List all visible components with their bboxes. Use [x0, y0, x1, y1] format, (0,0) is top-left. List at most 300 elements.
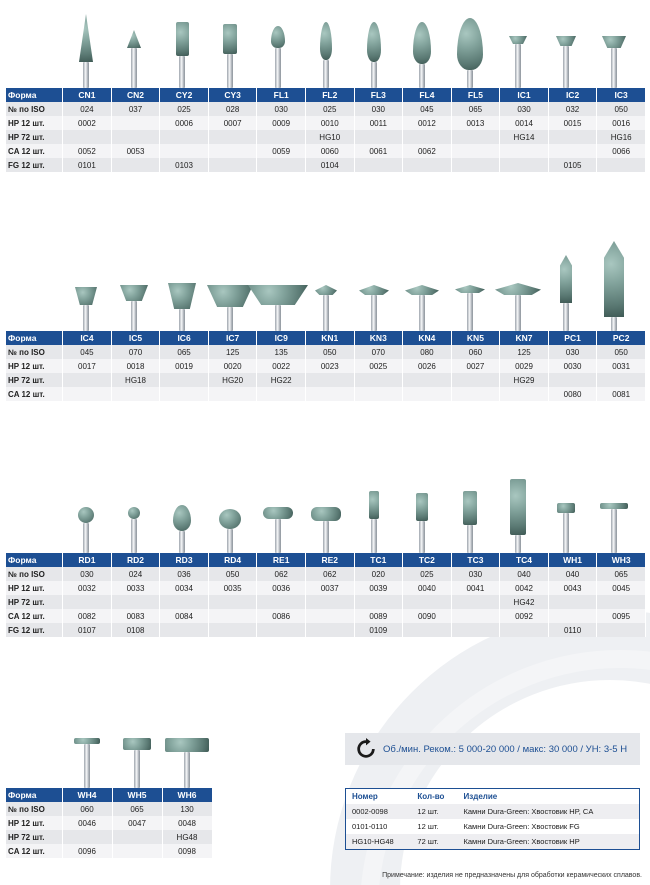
table-cell	[63, 595, 112, 609]
legend-header-item: Изделие	[463, 792, 498, 801]
table-cell: 060	[451, 345, 500, 359]
grinding-stone-head	[602, 36, 626, 48]
legend-table	[345, 788, 640, 850]
tool-shaft	[611, 509, 617, 553]
table-cell: 135	[257, 345, 306, 359]
table-cell	[597, 373, 646, 387]
legend-cell: 12 шт.	[411, 819, 457, 834]
table-cell: 030	[500, 102, 549, 116]
grinding-stone-head	[173, 505, 191, 531]
grinding-stone-head	[128, 507, 140, 519]
table-cell: 050	[305, 345, 354, 359]
table-cell	[160, 595, 209, 609]
table-cell	[63, 130, 112, 144]
grinding-stone-head	[416, 493, 428, 521]
tool-shaft	[131, 301, 137, 331]
table-cell: 0040	[403, 581, 452, 595]
table-cell	[112, 830, 162, 844]
tool-images-row	[6, 251, 646, 331]
table-cell	[451, 595, 500, 609]
table-cell	[208, 130, 257, 144]
table-cell: 065	[597, 567, 646, 581]
tool-shaft	[179, 309, 185, 331]
table-cell: 0029	[500, 359, 549, 373]
grinding-stone-head	[127, 30, 141, 48]
speed-text: Об./мин. Реком.: 5 000-20 000 / макс: 30 000 / УН: 3-5 Н	[383, 743, 628, 755]
table-cell: 070	[111, 345, 160, 359]
tool-shaft	[563, 513, 569, 553]
table-cell: 065	[451, 102, 500, 116]
grinding-stone-head	[123, 738, 151, 750]
legend-cell: Камни Dura-Green: Хвостовик HP	[458, 834, 639, 849]
shape-code-header: IC7	[208, 331, 257, 345]
grinding-stone-head	[168, 283, 196, 309]
table-row	[6, 844, 212, 858]
shape-code-header: CY2	[160, 88, 209, 102]
table-cell	[208, 595, 257, 609]
legend-cell: HG10-HG48	[346, 834, 411, 849]
grinding-stone-head	[311, 507, 341, 521]
table-cell	[305, 623, 354, 637]
grinding-stone-head	[78, 507, 94, 523]
table-cell	[63, 373, 112, 387]
table-cell: 065	[160, 345, 209, 359]
tool-fl2-icon	[320, 22, 332, 88]
table-cell: 024	[63, 102, 112, 116]
tool-fl4-icon	[413, 22, 431, 88]
table-cell	[160, 130, 209, 144]
table-cell: 0098	[162, 844, 212, 858]
tool-ic3-icon	[602, 36, 626, 88]
table-cell: 0046	[62, 816, 112, 830]
table-cell: 0034	[160, 581, 209, 595]
table-cell: HG14	[500, 130, 549, 144]
shape-code-header: RD4	[208, 553, 257, 567]
grinding-stone-head	[207, 285, 253, 307]
table-cell	[597, 595, 646, 609]
table-cell: 130	[162, 802, 212, 816]
table-cell: 030	[548, 345, 597, 359]
table-cell	[451, 144, 500, 158]
table-cell: 0082	[63, 609, 112, 623]
table-cell	[63, 387, 112, 401]
tool-shaft	[275, 305, 281, 331]
table-cell	[208, 387, 257, 401]
table-cell	[111, 116, 160, 130]
tool-fl1-icon	[271, 26, 285, 88]
shape-code-header: RE2	[305, 553, 354, 567]
tool-shaft	[323, 295, 329, 331]
tool-shaft	[419, 64, 425, 88]
table-cell	[354, 158, 403, 172]
table-cell: HG29	[500, 373, 549, 387]
tool-ic5-icon	[120, 285, 148, 331]
row-label: № по ISO	[6, 802, 62, 816]
table-cell: 0109	[354, 623, 403, 637]
table-cell	[62, 830, 112, 844]
table-cell	[354, 387, 403, 401]
row-label: HP 12 шт.	[6, 816, 62, 830]
row-label: CA 12 шт.	[6, 144, 63, 158]
tool-shaft	[179, 531, 185, 553]
table-cell	[548, 373, 597, 387]
table-cell	[548, 595, 597, 609]
table-cell: 0017	[63, 359, 112, 373]
grinding-stone-head	[457, 18, 483, 70]
table-cell: 0041	[451, 581, 500, 595]
legend-row	[346, 834, 639, 849]
tool-pc1-icon	[560, 255, 572, 331]
grinding-stone-head	[600, 503, 628, 509]
table-cell: 028	[208, 102, 257, 116]
table-cell: 0090	[403, 609, 452, 623]
tool-shaft	[83, 523, 89, 553]
table-cell	[500, 144, 549, 158]
grinding-stone-head	[509, 36, 527, 44]
table-cell: 0096	[62, 844, 112, 858]
tool-shaft	[515, 44, 521, 88]
tool-shaft	[323, 521, 329, 553]
tool-fl5-icon	[457, 18, 483, 88]
table-cell	[160, 373, 209, 387]
legend-row	[346, 819, 639, 834]
table-cell: 0059	[257, 144, 306, 158]
table-cell: 0016	[597, 116, 646, 130]
shape-code-header: WH1	[548, 553, 597, 567]
table-cell: 0048	[162, 816, 212, 830]
tool-shaft	[467, 525, 473, 553]
table-cell: 0047	[112, 816, 162, 830]
table-cell: 0036	[257, 581, 306, 595]
table-cell: 0009	[257, 116, 306, 130]
table-cell	[112, 844, 162, 858]
table-cell	[451, 373, 500, 387]
table-cell: 0032	[63, 581, 112, 595]
tool-ic6-icon	[168, 283, 196, 331]
table-cell: 0060	[305, 144, 354, 158]
table-cell: 0095	[597, 609, 646, 623]
shape-code-header: IC2	[548, 88, 597, 102]
shape-code-header: WH4	[62, 788, 112, 802]
table-cell: 030	[354, 102, 403, 116]
tool-shaft	[184, 752, 190, 788]
tool-cn1-icon	[79, 14, 93, 88]
table-cell	[451, 387, 500, 401]
table-cell	[500, 158, 549, 172]
table-cell: 0026	[403, 359, 452, 373]
table-cell	[548, 144, 597, 158]
shape-code-header: FL3	[354, 88, 403, 102]
table-cell: 080	[403, 345, 452, 359]
table-cell: 040	[548, 567, 597, 581]
table-cell	[257, 623, 306, 637]
shape-code-header: TC1	[354, 553, 403, 567]
row-label: № по ISO	[6, 345, 63, 359]
table-cell: HG20	[208, 373, 257, 387]
tool-shaft	[611, 317, 617, 331]
tool-shaft	[515, 295, 521, 331]
table-cell: 0037	[305, 581, 354, 595]
grinding-stone-head	[359, 285, 389, 295]
table-row	[6, 816, 212, 830]
table-row	[6, 830, 212, 844]
grinding-stone-head	[556, 36, 576, 46]
table-cell: 0007	[208, 116, 257, 130]
shape-code-header: KN4	[403, 331, 452, 345]
table-cell: 025	[160, 102, 209, 116]
product-block-4	[6, 708, 213, 858]
product-block-2	[6, 251, 646, 401]
table-cell: 0020	[208, 359, 257, 373]
tool-shaft	[84, 744, 90, 788]
row-label: HP 72 шт.	[6, 373, 63, 387]
shape-code-header: IC1	[500, 88, 549, 102]
row-label: FG 12 шт.	[6, 158, 63, 172]
shape-code-header: IC5	[111, 331, 160, 345]
table-cell	[208, 144, 257, 158]
table-cell: 030	[257, 102, 306, 116]
table-cell: 030	[63, 567, 112, 581]
table-row	[6, 158, 646, 172]
table-cell: 0081	[597, 387, 646, 401]
grinding-stone-head	[74, 738, 100, 744]
legend-cell: Камни Dura-Green: Хвостовик FG	[458, 819, 639, 834]
table-cell: 037	[111, 102, 160, 116]
tool-ic1-icon	[509, 36, 527, 88]
table-cell: 0011	[354, 116, 403, 130]
product-block-1	[6, 8, 646, 172]
table-row	[6, 373, 646, 387]
table-cell: HG10	[305, 130, 354, 144]
shape-code-header: CN1	[63, 88, 112, 102]
tool-kn5-icon	[455, 285, 485, 331]
table-cell: 0066	[597, 144, 646, 158]
tool-ic4-icon	[75, 287, 97, 331]
tool-images-row	[6, 708, 213, 788]
legend-cell: Камни Dura-Green: Хвостовик HP, CA	[458, 804, 639, 819]
row-label-form: Форма	[6, 788, 62, 802]
grinding-stone-head	[510, 479, 526, 535]
row-label-form: Форма	[6, 331, 63, 345]
tool-wh4-icon	[74, 738, 100, 788]
tool-tc2-icon	[416, 493, 428, 553]
table-cell	[548, 130, 597, 144]
tool-shaft	[371, 519, 377, 553]
table-row	[6, 102, 646, 116]
tool-shaft	[227, 529, 233, 553]
row-label: HP 72 шт.	[6, 830, 62, 844]
table-cell	[403, 158, 452, 172]
shape-code-header: WH5	[112, 788, 162, 802]
table-cell: 062	[257, 567, 306, 581]
shape-code-header: IC9	[257, 331, 306, 345]
table-cell: 0083	[111, 609, 160, 623]
grinding-stone-head	[75, 287, 97, 305]
table-row	[6, 581, 646, 595]
tool-shaft	[467, 70, 473, 88]
tool-shaft	[563, 303, 569, 331]
table-cell: 050	[597, 345, 646, 359]
tool-cn2-icon	[127, 30, 141, 88]
tool-shaft	[227, 54, 233, 88]
table-cell: 0084	[160, 609, 209, 623]
tool-wh5-icon	[123, 738, 151, 788]
legend-cell: 72 шт.	[411, 834, 457, 849]
legend-row	[346, 804, 639, 819]
shape-code-header: IC4	[63, 331, 112, 345]
table-cell: 0101	[63, 158, 112, 172]
shape-code-header: FL2	[305, 88, 354, 102]
shape-code-header: PC1	[548, 331, 597, 345]
shape-code-header: IC3	[597, 88, 646, 102]
table-row	[6, 144, 646, 158]
shape-code-header: TC4	[500, 553, 549, 567]
tool-tc3-icon	[463, 491, 477, 553]
grinding-stone-head	[560, 255, 572, 303]
grinding-stone-head	[604, 241, 624, 317]
table-cell: 065	[112, 802, 162, 816]
table-cell: 050	[208, 567, 257, 581]
grinding-stone-head	[320, 22, 332, 60]
tool-cy3-icon	[223, 24, 237, 88]
row-label: HP 12 шт.	[6, 359, 63, 373]
table-cell: 020	[354, 567, 403, 581]
table-row	[6, 567, 646, 581]
table-header-row	[6, 788, 212, 802]
table-cell	[160, 623, 209, 637]
table-cell: 0103	[160, 158, 209, 172]
tool-images-row	[6, 8, 646, 88]
table-cell: HG48	[162, 830, 212, 844]
shape-code-header: KN5	[451, 331, 500, 345]
table-cell: 045	[63, 345, 112, 359]
product-block-3	[6, 473, 646, 637]
row-label-form: Форма	[6, 553, 63, 567]
table-cell: 0042	[500, 581, 549, 595]
table-cell: 0039	[354, 581, 403, 595]
table-cell: 040	[500, 567, 549, 581]
shape-code-header: FL5	[451, 88, 500, 102]
grinding-stone-head	[263, 507, 293, 519]
shape-code-header: IC6	[160, 331, 209, 345]
table-cell	[451, 158, 500, 172]
table-cell: 0015	[548, 116, 597, 130]
table-cell: 030	[451, 567, 500, 581]
shape-code-header: FL4	[403, 88, 452, 102]
tool-re1-icon	[263, 507, 293, 553]
row-label: № по ISO	[6, 102, 63, 116]
table-cell	[160, 144, 209, 158]
table-cell: 0033	[111, 581, 160, 595]
shape-code-header: KN1	[305, 331, 354, 345]
shape-code-header: RD3	[160, 553, 209, 567]
tool-shaft	[323, 60, 329, 88]
table-row	[6, 116, 646, 130]
legend-cell: 12 шт.	[411, 804, 457, 819]
grinding-stone-head	[120, 285, 148, 301]
table-cell	[500, 623, 549, 637]
table-cell	[305, 373, 354, 387]
table-cell	[305, 387, 354, 401]
shape-code-header: RD1	[63, 553, 112, 567]
shape-code-header: RD2	[111, 553, 160, 567]
tool-shaft	[179, 56, 185, 88]
grinding-stone-head	[455, 285, 485, 293]
table-cell: 0105	[548, 158, 597, 172]
table-cell: 125	[500, 345, 549, 359]
tool-shaft	[515, 535, 521, 553]
shape-code-header: FL1	[257, 88, 306, 102]
table-cell	[257, 387, 306, 401]
table-cell: HG22	[257, 373, 306, 387]
table-cell: 0025	[354, 359, 403, 373]
grinding-stone-head	[367, 22, 381, 62]
table-cell: 032	[548, 102, 597, 116]
table-cell: 0107	[63, 623, 112, 637]
table-header-row	[6, 331, 646, 345]
legend-header-qty: Кол-во	[417, 792, 445, 801]
shape-code-header: WH6	[162, 788, 212, 802]
table-row	[6, 387, 646, 401]
table-row	[6, 623, 646, 637]
table-cell: 0006	[160, 116, 209, 130]
row-label: CA 12 шт.	[6, 609, 63, 623]
grinding-stone-head	[219, 509, 241, 529]
grinding-stone-head	[271, 26, 285, 48]
table-cell: 024	[111, 567, 160, 581]
tool-ic9-icon	[248, 285, 308, 331]
grinding-stone-head	[405, 285, 439, 295]
shape-code-header: TC2	[403, 553, 452, 567]
spec-table-3	[6, 553, 646, 637]
tool-kn1-icon	[315, 285, 337, 331]
tool-shaft	[227, 307, 233, 331]
tool-ic7-icon	[207, 285, 253, 331]
tool-shaft	[83, 62, 89, 88]
rotation-icon	[355, 738, 377, 760]
table-cell: 0019	[160, 359, 209, 373]
table-cell	[257, 158, 306, 172]
table-cell	[354, 373, 403, 387]
row-label: CA 12 шт.	[6, 844, 62, 858]
tool-pc2-icon	[604, 241, 624, 331]
shape-code-header: KN3	[354, 331, 403, 345]
grinding-stone-head	[369, 491, 379, 519]
tool-tc1-icon	[369, 491, 379, 553]
tool-shaft	[131, 48, 137, 88]
table-cell	[403, 623, 452, 637]
tool-rd1-icon	[78, 507, 94, 553]
table-cell: 0031	[597, 359, 646, 373]
table-header-row	[6, 553, 646, 567]
table-cell	[111, 130, 160, 144]
tool-shaft	[275, 519, 281, 553]
shape-code-header: CN2	[111, 88, 160, 102]
table-cell	[160, 387, 209, 401]
table-row	[6, 595, 646, 609]
legend-header-number: Номер	[352, 792, 378, 801]
table-cell	[597, 158, 646, 172]
table-cell	[257, 130, 306, 144]
grinding-stone-head	[79, 14, 93, 62]
tool-images-row	[6, 473, 646, 553]
table-cell: 0030	[548, 359, 597, 373]
table-cell	[111, 158, 160, 172]
table-cell: 0043	[548, 581, 597, 595]
table-cell: 062	[305, 567, 354, 581]
tool-tc4-icon	[510, 479, 526, 553]
table-cell	[208, 623, 257, 637]
